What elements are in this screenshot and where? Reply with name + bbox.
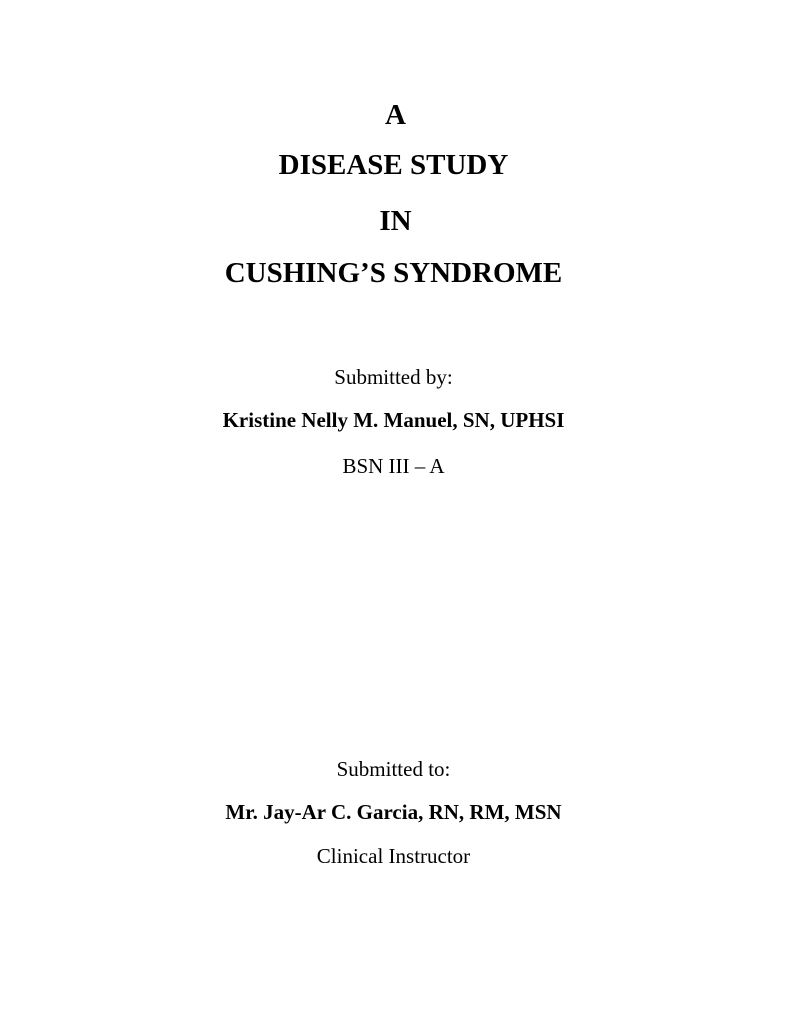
submitter-name: Kristine Nelly M. Manuel, SN, UPHSI (222, 408, 565, 432)
submitter-section: BSN III – A (342, 454, 445, 478)
title-line-disease-study: DISEASE STUDY (278, 149, 509, 181)
submitted-by-label: Submitted by: (334, 365, 453, 389)
instructor-name: Mr. Jay-Ar C. Garcia, RN, RM, MSN (225, 800, 562, 824)
instructor-role: Clinical Instructor (316, 844, 471, 868)
title-line-cushings-syndrome: CUSHING’S SYNDROME (224, 257, 563, 289)
title-line-a: A (385, 99, 406, 131)
submitted-to-label: Submitted to: (336, 757, 451, 781)
title-line-in: IN (379, 205, 412, 237)
